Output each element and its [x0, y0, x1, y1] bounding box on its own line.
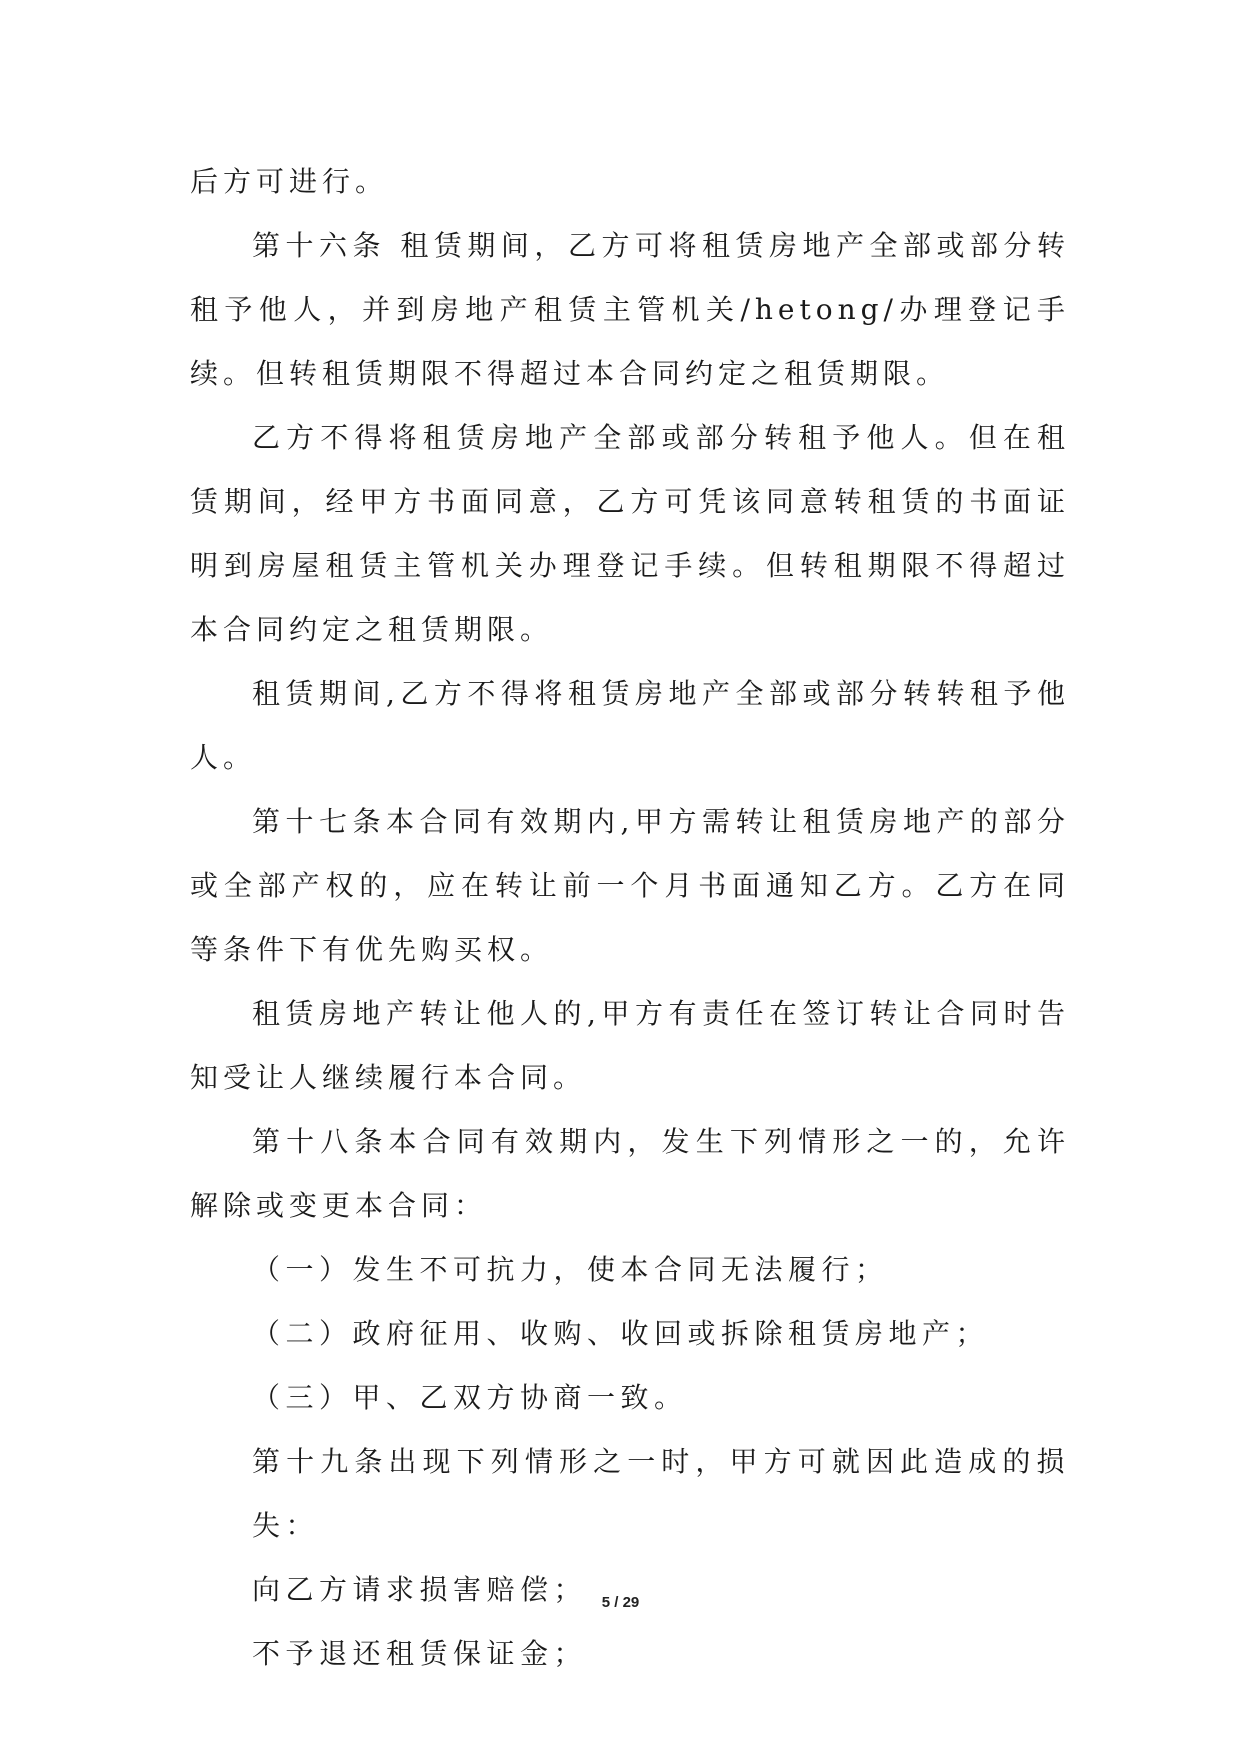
document-body	[190, 150, 1070, 1686]
paragraph-article-17: 第十七条本合同有效期内,甲方需转让租赁房地产的部分或全部产权的，应在转让前一个月书面通知乙方。乙方在同等条件下有优先购买权。	[190, 805, 1070, 966]
list-item-mutual-agreement: （三）甲、乙双方协商一致。	[252, 1381, 688, 1414]
page-number: 5 / 29	[601, 1594, 640, 1611]
paragraph-sublease-prohibited: 租赁期间,乙方不得将租赁房地产全部或部分转转租予他人。	[190, 677, 1070, 774]
paragraph-sublease-consent: 乙方不得将租赁房地产全部或部分转租予他人。但在租赁期间，经甲方书面同意，乙方可凭该同意转租赁的书面证明到房屋租赁主管机关办理登记手续。但转租期限不得超过本合同约定之租赁期限。	[190, 421, 1070, 646]
list-item-force-majeure: （一）发生不可抗力，使本合同无法履行；	[252, 1253, 889, 1286]
paragraph-continuation: 后方可进行。	[190, 165, 389, 198]
list-item-government-expropriation: （二）政府征用、收购、收回或拆除租赁房地产；	[252, 1317, 990, 1350]
paragraph-article-19: 第十九条出现下列情形之一时，甲方可就因此造成的损失：	[252, 1445, 1070, 1542]
paragraph-article-18: 第十八条本合同有效期内，发生下列情形之一的，允许解除或变更本合同：	[190, 1125, 1070, 1222]
paragraph-article-16: 第十六条 租赁期间，乙方可将租赁房地产全部或部分转租予他人，并到房地产租赁主管机关/hetong/办理登记手续。但转租赁期限不得超过本合同约定之租赁期限。	[190, 229, 1070, 390]
list-item-deposit-retained: 不予退还租赁保证金；	[252, 1637, 588, 1670]
paragraph-transfer-notice: 租赁房地产转让他人的,甲方有责任在签订转让合同时告知受让人继续履行本合同。	[190, 997, 1070, 1094]
list-item-damages-claim: 向乙方请求损害赔偿；	[252, 1573, 588, 1606]
